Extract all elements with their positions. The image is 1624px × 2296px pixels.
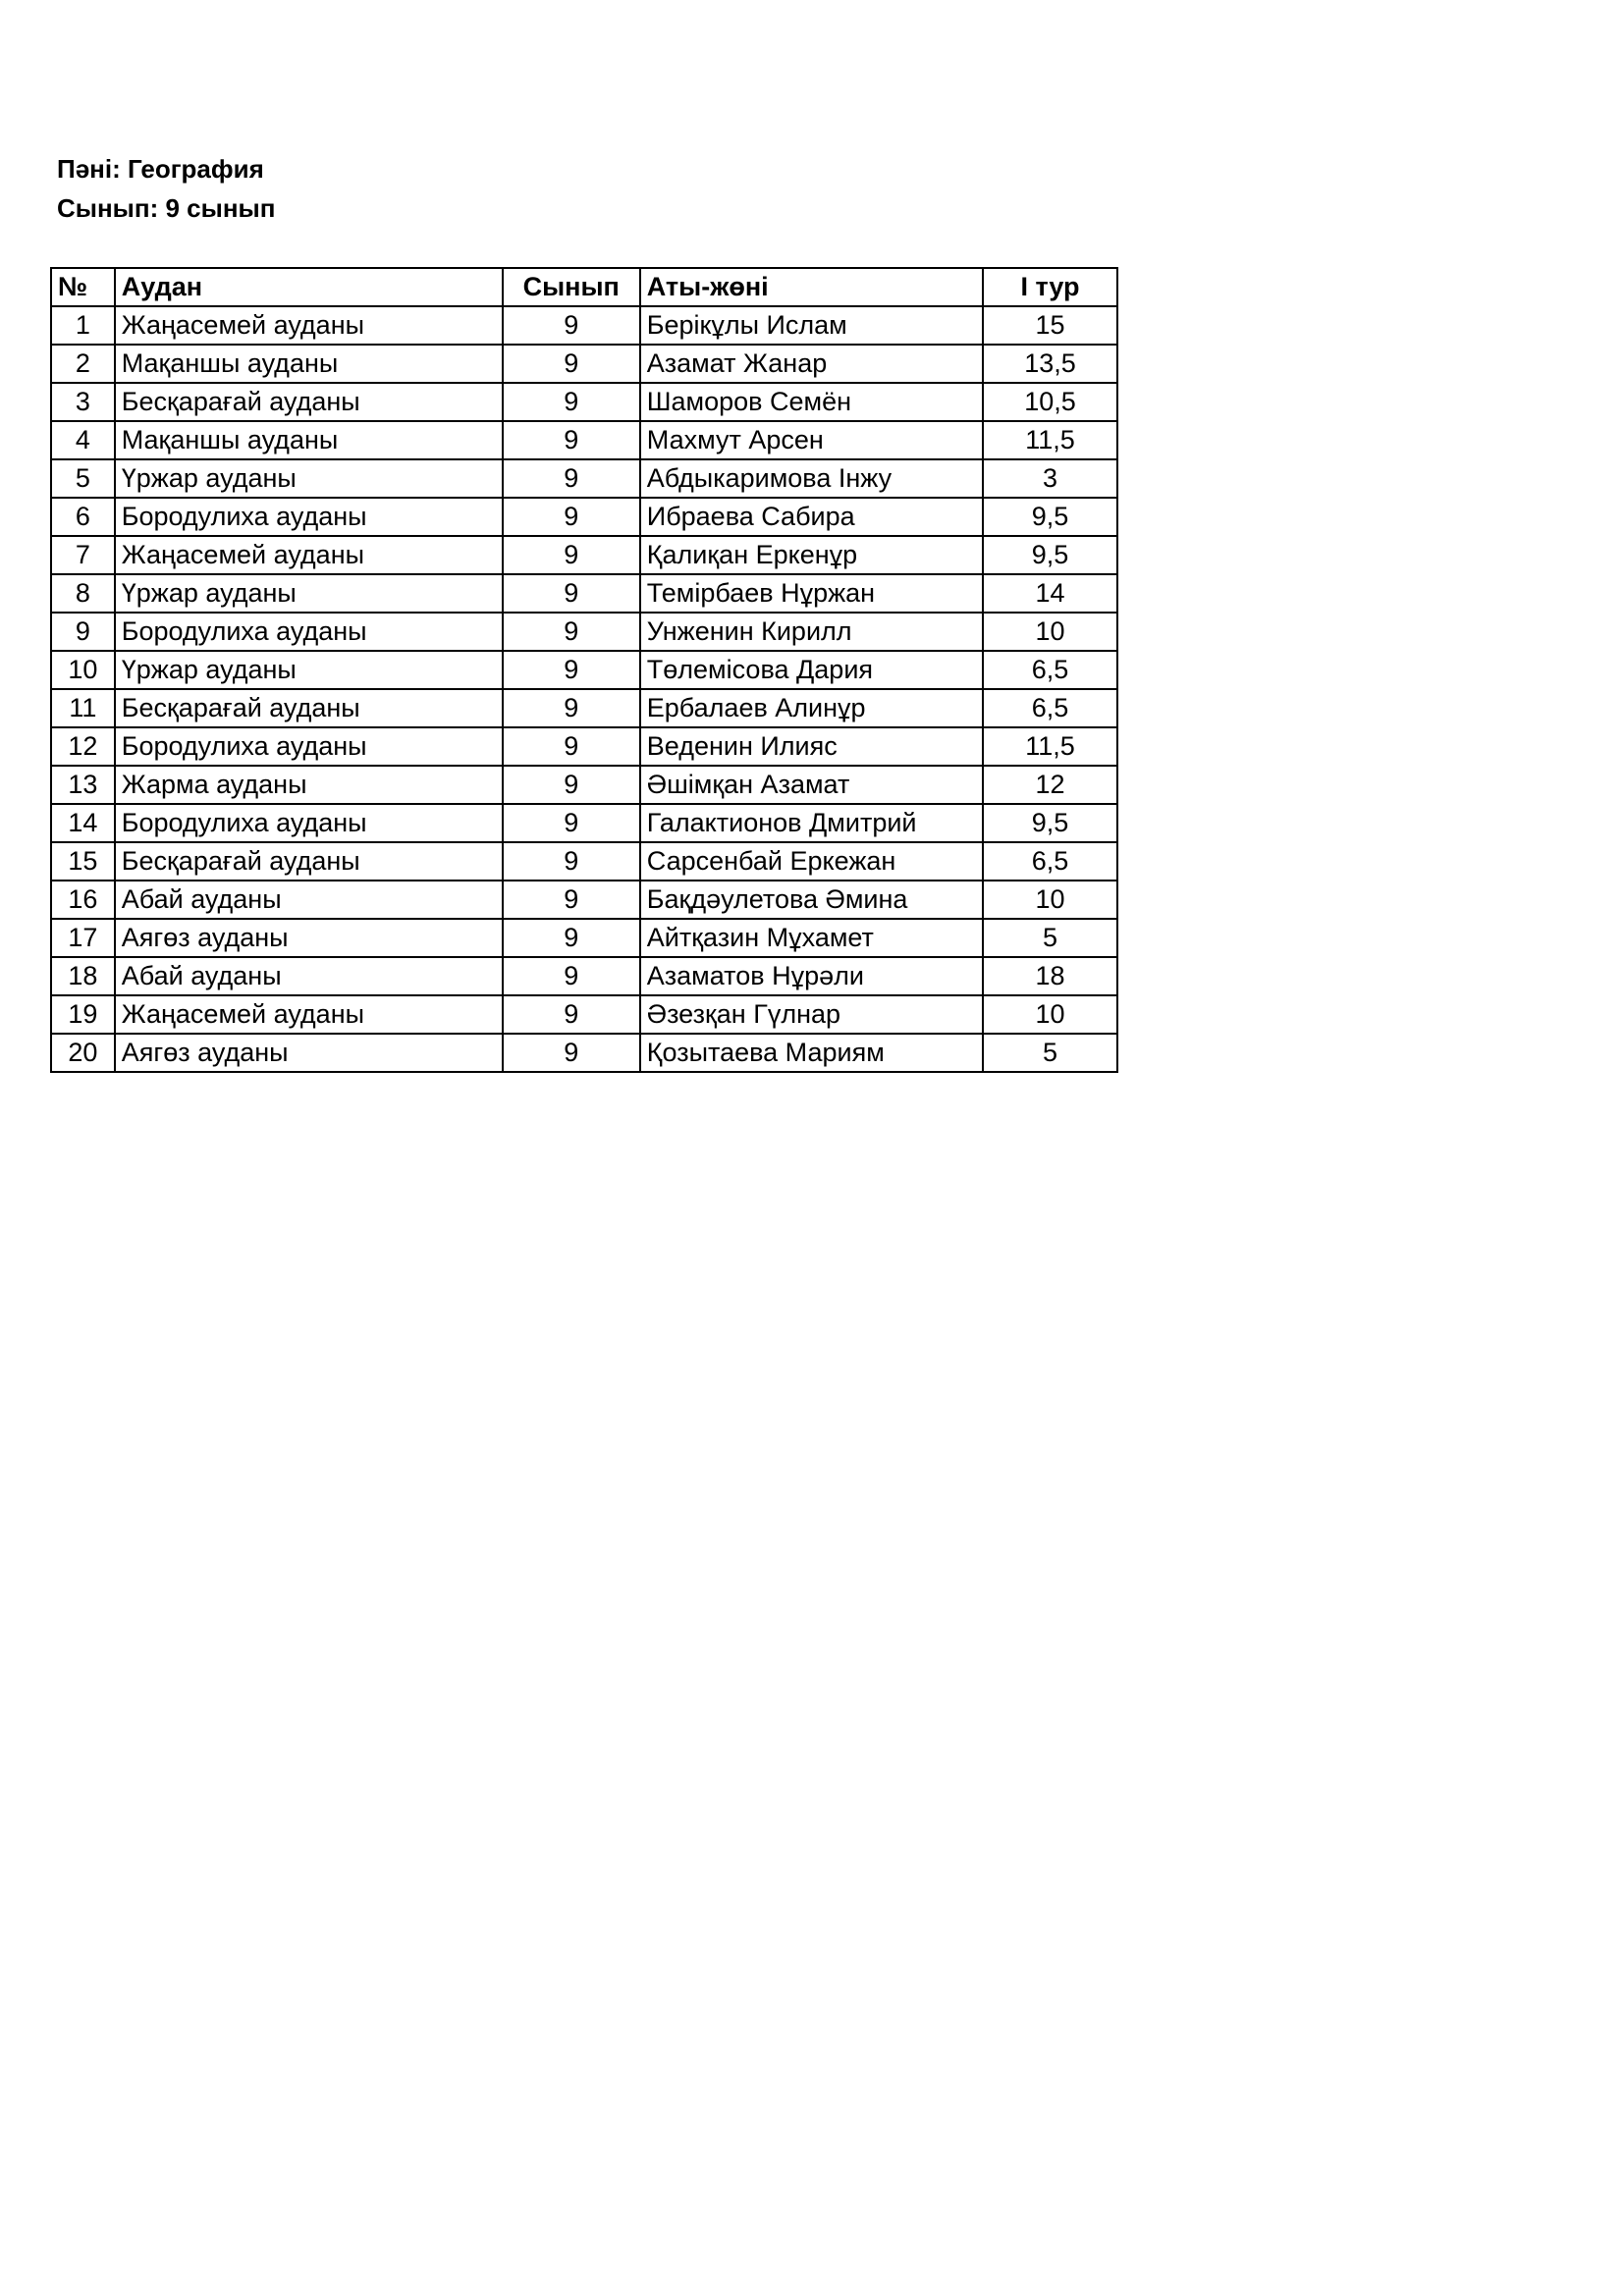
cell-district: Жаңасемей ауданы [115,536,503,574]
cell-name: Темірбаев Нұржан [640,574,983,613]
cell-name: Қалиқан Еркенұр [640,536,983,574]
table-row [51,651,1117,689]
table-row [51,459,1117,498]
cell-name: Шаморов Семён [640,383,983,421]
cell-score: 6,5 [983,689,1117,727]
cell-grade: 9 [503,804,640,842]
cell-grade: 9 [503,459,640,498]
table-row [51,383,1117,421]
cell-score: 10 [983,881,1117,919]
table-row [51,345,1117,383]
cell-district: Бородулиха ауданы [115,727,503,766]
cell-name: Азамат Жанар [640,345,983,383]
cell-district: Жаңасемей ауданы [115,995,503,1034]
cell-district: Бородулиха ауданы [115,613,503,651]
cell-score: 13,5 [983,345,1117,383]
header-num: № [51,268,115,306]
cell-district: Мақаншы ауданы [115,421,503,459]
results-table-head [51,268,1117,306]
class-line: Сынып: 9 сынып [57,193,276,223]
cell-name: Махмут Арсен [640,421,983,459]
cell-grade: 9 [503,1034,640,1072]
cell-num: 19 [51,995,115,1034]
cell-score: 6,5 [983,651,1117,689]
cell-name: Унженин Кирилл [640,613,983,651]
cell-district: Жарма ауданы [115,766,503,804]
cell-num: 6 [51,498,115,536]
cell-num: 16 [51,881,115,919]
cell-name: Төлемісова Дария [640,651,983,689]
cell-name: Азаматов Нұрәли [640,957,983,995]
cell-name: Галактионов Дмитрий [640,804,983,842]
cell-score: 6,5 [983,842,1117,881]
cell-district: Аягөз ауданы [115,919,503,957]
cell-district: Үржар ауданы [115,574,503,613]
cell-grade: 9 [503,651,640,689]
table-row [51,306,1117,345]
cell-num: 20 [51,1034,115,1072]
cell-grade: 9 [503,957,640,995]
cell-grade: 9 [503,766,640,804]
document-header [57,149,275,228]
cell-district: Үржар ауданы [115,459,503,498]
cell-district: Бородулиха ауданы [115,804,503,842]
cell-district: Бесқарағай ауданы [115,383,503,421]
cell-score: 11,5 [983,421,1117,459]
cell-num: 18 [51,957,115,995]
cell-district: Бородулиха ауданы [115,498,503,536]
cell-name: Айтқазин Мұхамет [640,919,983,957]
cell-num: 17 [51,919,115,957]
cell-score: 9,5 [983,498,1117,536]
cell-num: 10 [51,651,115,689]
cell-name: Абдыкаримова Інжу [640,459,983,498]
cell-grade: 9 [503,919,640,957]
table-row [51,919,1117,957]
table-row [51,842,1117,881]
cell-grade: 9 [503,995,640,1034]
cell-score: 18 [983,957,1117,995]
table-row [51,727,1117,766]
cell-grade: 9 [503,842,640,881]
cell-district: Абай ауданы [115,881,503,919]
table-row [51,613,1117,651]
cell-grade: 9 [503,383,640,421]
cell-num: 11 [51,689,115,727]
header-score: I тур [983,268,1117,306]
cell-num: 1 [51,306,115,345]
table-row [51,536,1117,574]
cell-score: 10 [983,613,1117,651]
cell-score: 10,5 [983,383,1117,421]
cell-district: Бесқарағай ауданы [115,689,503,727]
cell-name: Қозытаева Мариям [640,1034,983,1072]
table-row [51,498,1117,536]
cell-name: Берікұлы Ислам [640,306,983,345]
cell-num: 2 [51,345,115,383]
cell-grade: 9 [503,345,640,383]
cell-num: 7 [51,536,115,574]
cell-score: 5 [983,1034,1117,1072]
cell-num: 15 [51,842,115,881]
header-row [51,268,1117,306]
cell-name: Ербалаев Алинұр [640,689,983,727]
cell-grade: 9 [503,306,640,345]
table-row [51,1034,1117,1072]
cell-name: Веденин Илияс [640,727,983,766]
cell-num: 14 [51,804,115,842]
results-table [50,267,1118,1073]
cell-grade: 9 [503,498,640,536]
header-grade: Сынып [503,268,640,306]
cell-score: 9,5 [983,536,1117,574]
cell-score: 14 [983,574,1117,613]
cell-district: Аягөз ауданы [115,1034,503,1072]
cell-num: 8 [51,574,115,613]
cell-grade: 9 [503,421,640,459]
cell-grade: 9 [503,574,640,613]
cell-score: 5 [983,919,1117,957]
subject-line: Пәні: География [57,154,264,184]
cell-score: 10 [983,995,1117,1034]
cell-name: Ибраева Сабира [640,498,983,536]
cell-num: 13 [51,766,115,804]
cell-grade: 9 [503,536,640,574]
cell-grade: 9 [503,727,640,766]
table-row [51,766,1117,804]
cell-district: Бесқарағай ауданы [115,842,503,881]
cell-num: 12 [51,727,115,766]
cell-name: Сарсенбай Еркежан [640,842,983,881]
cell-grade: 9 [503,689,640,727]
table-row [51,804,1117,842]
cell-grade: 9 [503,881,640,919]
cell-score: 9,5 [983,804,1117,842]
header-district: Аудан [115,268,503,306]
cell-name: Әшімқан Азамат [640,766,983,804]
table-row [51,995,1117,1034]
cell-num: 5 [51,459,115,498]
table-row [51,574,1117,613]
cell-score: 15 [983,306,1117,345]
cell-score: 12 [983,766,1117,804]
cell-num: 9 [51,613,115,651]
cell-district: Жаңасемей ауданы [115,306,503,345]
table-row [51,421,1117,459]
cell-name: Әзезқан Гүлнар [640,995,983,1034]
cell-district: Мақаншы ауданы [115,345,503,383]
results-table-body [51,306,1117,1072]
cell-score: 11,5 [983,727,1117,766]
cell-grade: 9 [503,613,640,651]
cell-num: 4 [51,421,115,459]
table-row [51,881,1117,919]
header-name: Аты-жөні [640,268,983,306]
cell-score: 3 [983,459,1117,498]
cell-district: Үржар ауданы [115,651,503,689]
cell-name: Бақдәулетова Әмина [640,881,983,919]
cell-district: Абай ауданы [115,957,503,995]
table-row [51,957,1117,995]
cell-num: 3 [51,383,115,421]
table-row [51,689,1117,727]
